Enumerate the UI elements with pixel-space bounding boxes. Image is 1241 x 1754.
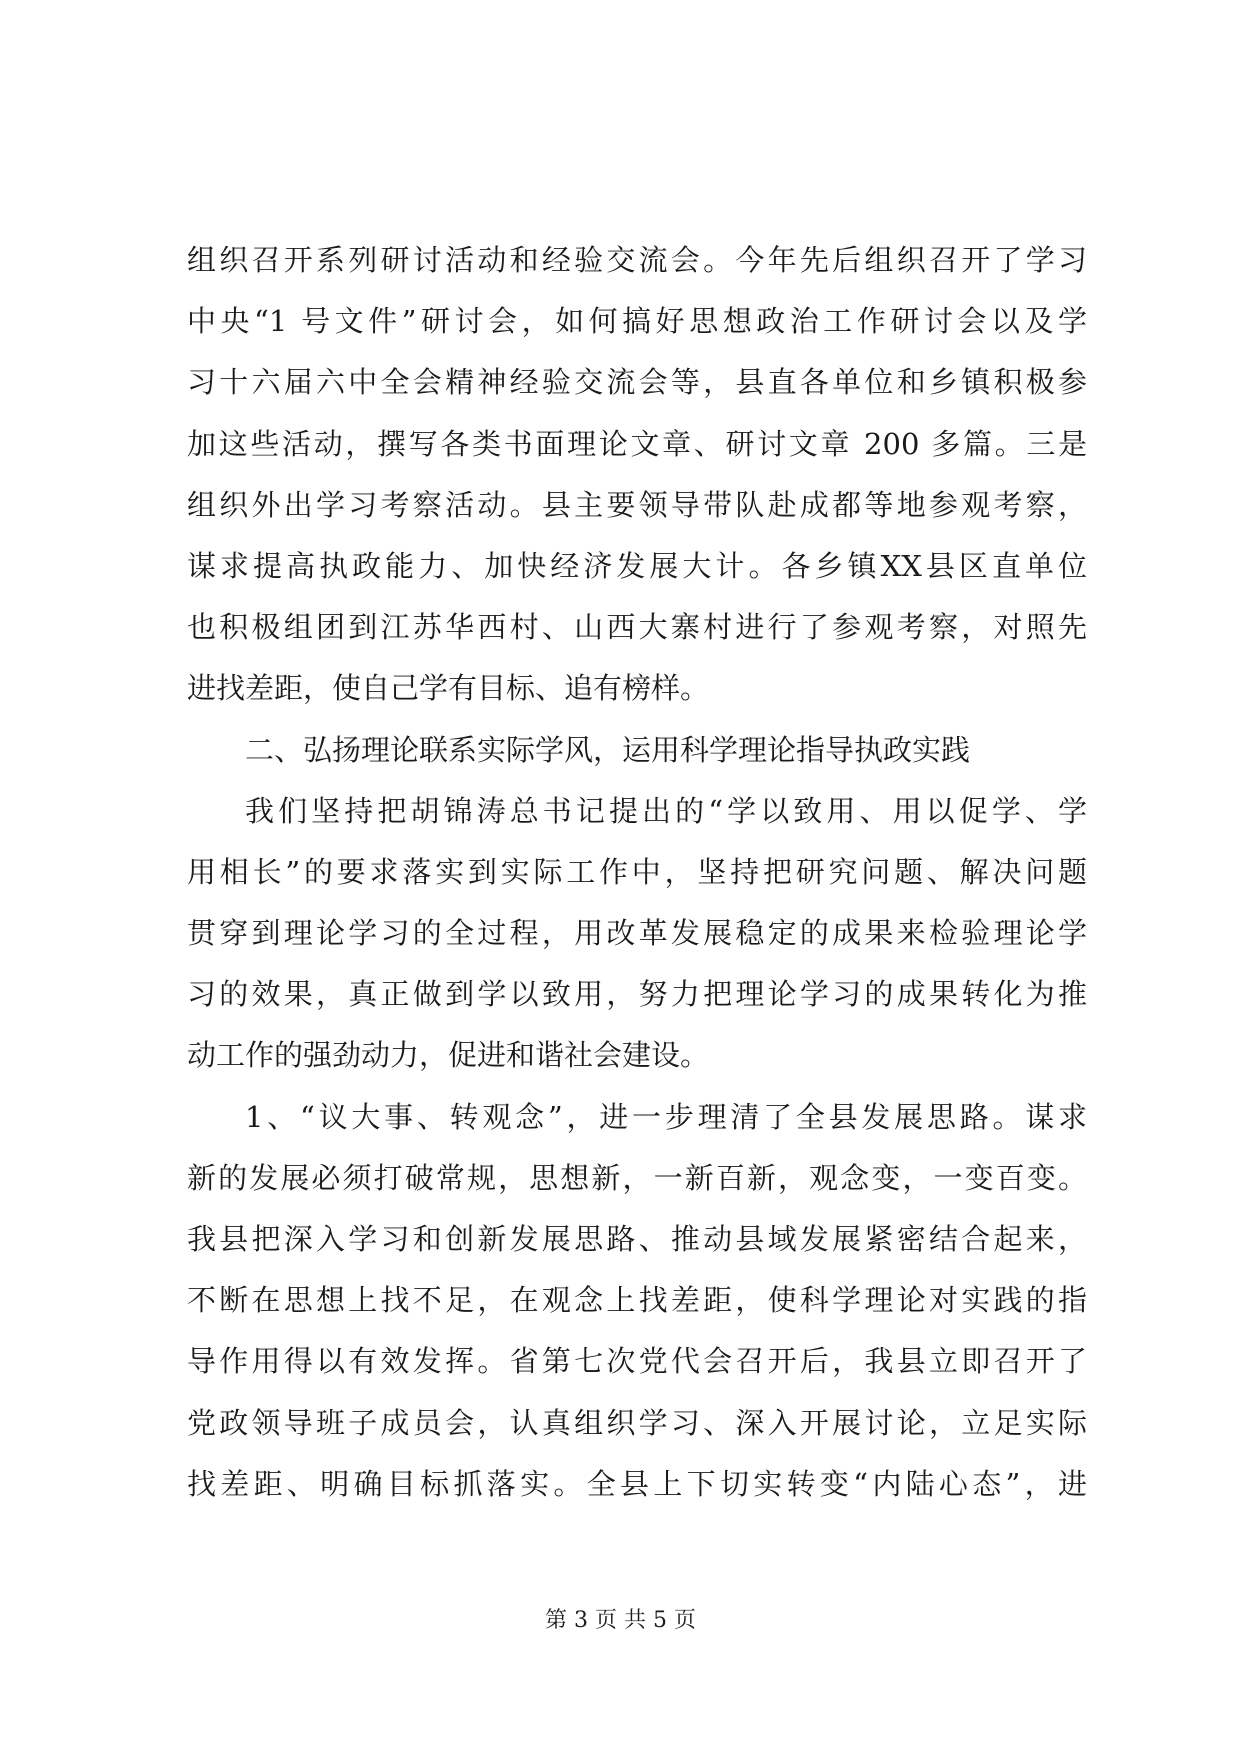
text-line: 贯穿到理论学习的全过程，用改革发展稳定的成果来检验理论学: [187, 916, 1087, 951]
text-line: 也积极组团到江苏华西村、山西大寨村进行了参观考察，对照先: [187, 610, 1087, 645]
page-number-footer: 第 3 页 共 5 页: [545, 1608, 696, 1633]
text-line: 用相长”的要求落实到实际工作中，坚持把研究问题、解决问题: [187, 854, 1087, 889]
text-line: 我们坚持把胡锦涛总书记提出的“学以致用、用以促学、学: [245, 793, 1087, 828]
text-line: 习的效果，真正做到学以致用，努力把理论学习的成果转化为推: [187, 977, 1087, 1012]
text-line: 新的发展必须打破常规，思想新，一新百新，观念变，一变百变。: [187, 1160, 1087, 1195]
text-line: 组织外出学习考察活动。县主要领导带队赴成都等地参观考察，: [187, 487, 1087, 522]
text-line: 动工作的强劲动力，促进和谐社会建设。: [187, 1038, 710, 1073]
text-line: 习十六届六中全会精神经验交流会等，县直各单位和乡镇积极参: [187, 365, 1087, 400]
text-line: 不断在思想上找不足，在观念上找差距，使科学理论对实践的指: [187, 1283, 1087, 1318]
text-line: 加这些活动，撰写各类书面理论文章、研讨文章 200 多篇。三是: [187, 426, 1087, 461]
text-line: 导作用得以有效发挥。省第七次党代会召开后，我县立即召开了: [187, 1344, 1087, 1379]
text-line: 我县把深入学习和创新发展思路、推动县域发展紧密结合起来，: [187, 1222, 1087, 1256]
text-line: 党政领导班子成员会，认真组织学习、深入开展讨论，立足实际: [187, 1405, 1087, 1440]
text-line: 谋求提高执政能力、加快经济发展大计。各乡镇XX县区直单位: [187, 548, 1087, 583]
body-text: [187, 230, 1087, 1515]
text-line: 中央“1 号文件”研讨会，如何搞好思想政治工作研讨会以及学: [187, 304, 1087, 339]
text-line: 1、“议大事、转观念”，进一步理清了全县发展思路。谋求: [245, 1099, 1087, 1134]
text-line: 找差距、明确目标抓落实。全县上下切实转变“内陆心态”，进: [187, 1466, 1087, 1501]
text-line: 组织召开系列研讨活动和经验交流会。今年先后组织召开了学习: [187, 243, 1087, 277]
text-line: 进找差距，使自己学有目标、追有榜样。: [187, 671, 710, 706]
section-heading: 二、弘扬理论联系实际学风，运用科学理论指导执政实践: [245, 732, 971, 767]
